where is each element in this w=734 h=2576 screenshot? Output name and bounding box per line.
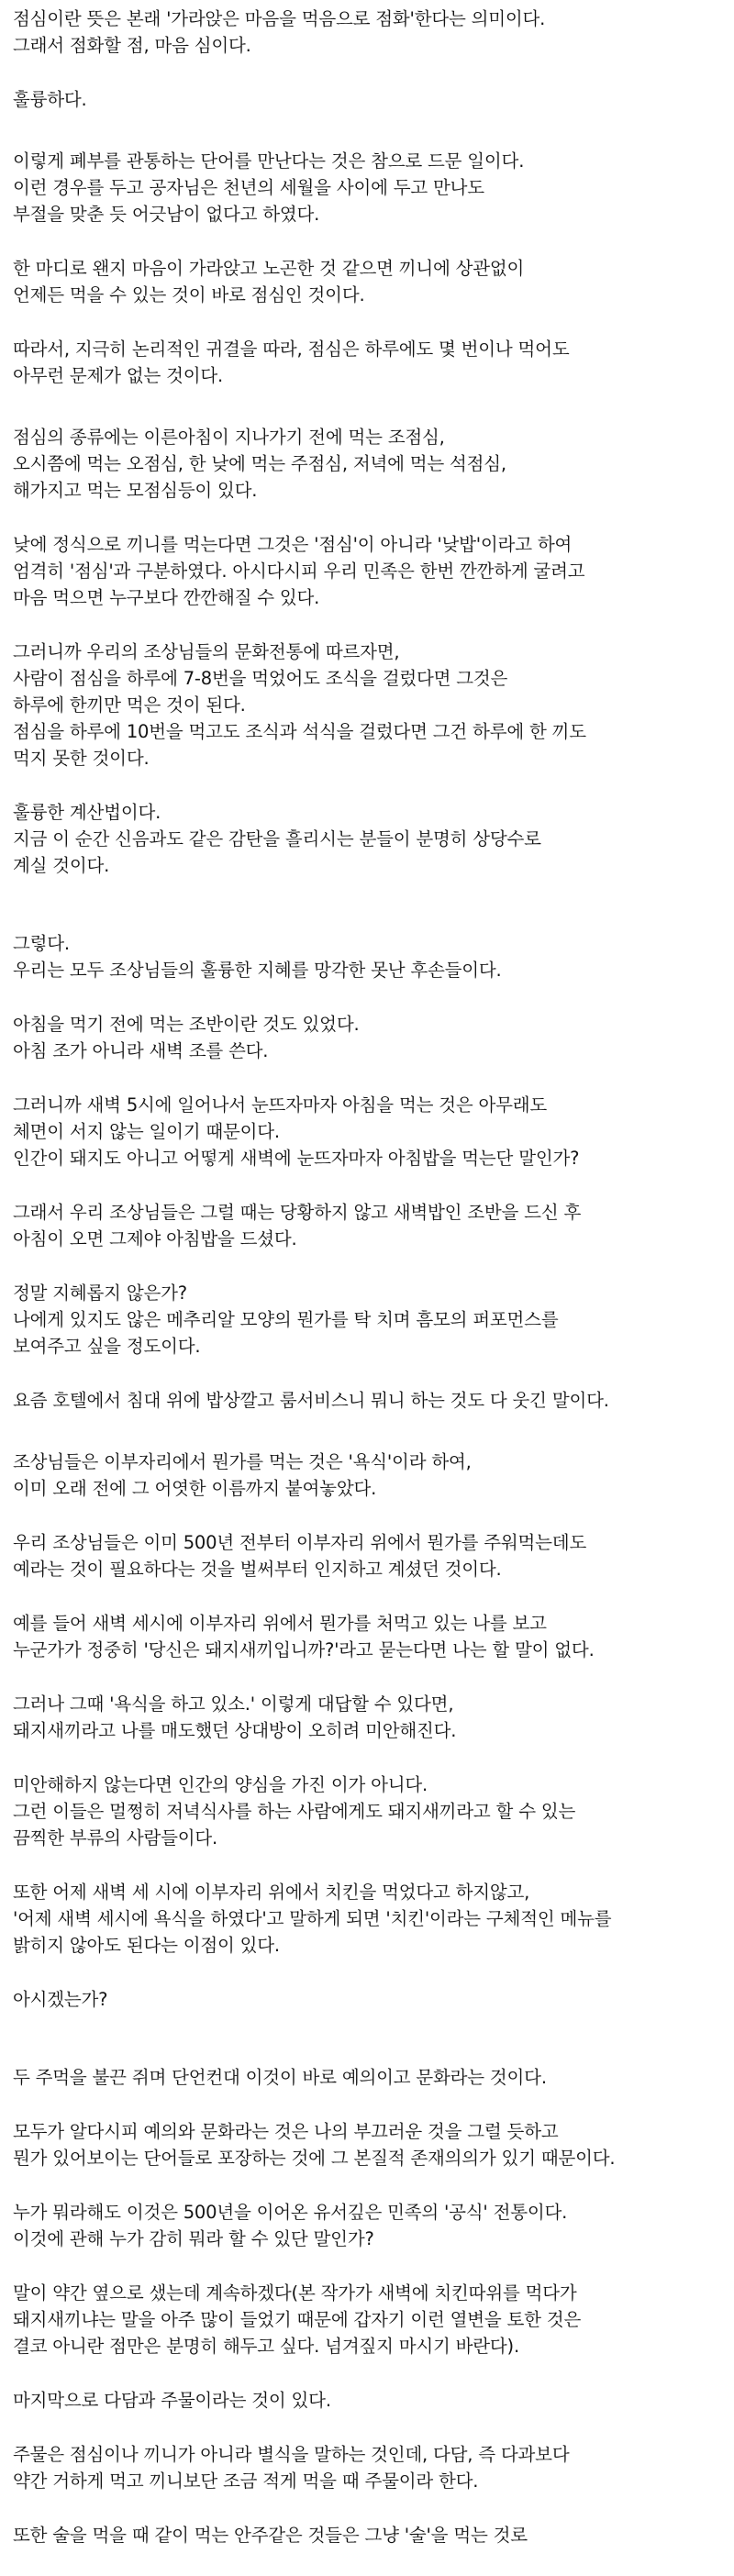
text-line: 점심을 하루에 10번을 먹고도 조식과 석식을 걸렀다면 그건 하루에 한 끼도 [13, 721, 586, 742]
text-line: 오시쯤에 먹는 오점심, 한 낮에 먹는 주점심, 저녁에 먹는 석점심, [13, 453, 506, 474]
text-line: 하루에 한끼만 먹은 것이 된다. [13, 694, 246, 716]
text-line: 그러니까 우리의 조상님들의 문화전통에 따르자면, [13, 641, 400, 662]
paragraph [13, 2118, 728, 2171]
text-line: 요즘 호텔에서 침대 위에 밥상깔고 룸서비스니 뭐니 하는 것도 다 웃긴 말이다. [13, 1390, 609, 1411]
paragraph [13, 2441, 728, 2494]
text-line: 밝히지 않아도 된다는 이점이 있다. [13, 1935, 280, 1956]
text-line: 결코 아니란 점만은 분명히 해두고 싶다. 넘겨짚지 마시기 바란다). [13, 2336, 519, 2357]
paragraph [13, 1449, 728, 1502]
text-line: 마음 먹으면 누구보다 깐깐해질 수 있다. [13, 587, 320, 608]
paragraph [13, 148, 728, 228]
text-line: 또한 술을 먹을 때 같이 먹는 안주같은 것들은 그냥 '술'을 먹는 것로 [13, 2525, 528, 2546]
text-line: 또한 어제 새벽 세 시에 이부자리 위에서 치킨을 먹었다고 하지않고, [13, 1882, 530, 1903]
text-line: 이것에 관해 누가 감히 뭐라 할 수 있단 말인가? [13, 2228, 374, 2249]
text-line: 낮에 정식으로 끼니를 먹는다면 그것은 '점심'이 아니라 '낮밥'이라고 하여 [13, 534, 573, 555]
text-line: 언제든 먹을 수 있는 것이 바로 점심인 것이다. [13, 284, 365, 305]
text-line: 따라서, 지극히 논리적인 귀결을 따라, 점심은 하루에도 몇 번이나 먹어도 [13, 339, 570, 360]
text-line: 해가지고 먹는 모점심등이 있다. [13, 480, 258, 501]
text-line: 이런 경우를 두고 공자님은 천년의 세월을 사이에 두고 만나도 [13, 177, 484, 198]
text-line: 누가 뭐라해도 이것은 500년을 이어온 유서깊은 민족의 '공식' 전통이다. [13, 2202, 568, 2223]
text-line: 두 주먹을 불끈 쥐며 단언컨대 이것이 바로 예의이고 문화라는 것이다. [13, 2067, 547, 2088]
text-line: 약간 거하게 먹고 끼니보단 조금 적게 먹을 때 주물이라 한다. [13, 2471, 479, 2492]
text-line: 아시겠는가? [13, 1989, 108, 2010]
text-line: 이미 오래 전에 그 어엿한 이름까지 붙여놓았다. [13, 1478, 377, 1499]
paragraph [13, 336, 728, 389]
paragraph [13, 2280, 728, 2359]
text-line: 미안해하지 않는다면 인간의 양심을 가진 이가 아니다. [13, 1774, 428, 1795]
text-line: 엄격히 '점심'과 구분하였다. 아시다시피 우리 민족은 한번 깐깐하게 굴려고 [13, 561, 585, 582]
text-line: 조상님들은 이부자리에서 뭔가를 먹는 것은 '욕식'이라 하여, [13, 1451, 472, 1472]
paragraph [13, 1879, 728, 1959]
text-line: 보여주고 싶을 정도이다. [13, 1336, 201, 1357]
text-line: 인간이 돼지도 아니고 어떻게 새벽에 눈뜨자마자 아침밥을 먹는단 말인가? [13, 1148, 580, 1169]
paragraph [13, 1529, 728, 1582]
paragraph [13, 799, 728, 879]
text-line: 누군가가 정중히 '당신은 돼지새끼입니까?'라고 묻는다면 나는 할 말이 없다. [13, 1639, 595, 1660]
paragraph [13, 1691, 728, 1744]
paragraph [13, 2522, 728, 2548]
text-line: 그래서 우리 조상님들은 그럴 때는 당황하지 않고 새벽밥인 조반을 드신 후 [13, 1202, 582, 1223]
paragraph [13, 930, 728, 983]
text-line: 그런 이들은 멀쩡히 저녁식사를 하는 사람에게도 돼지새끼라고 할 수 있는 [13, 1801, 576, 1822]
text-line: 돼지새끼라고 나를 매도했던 상대방이 오히려 미안해진다. [13, 1720, 457, 1741]
text-line: 그러니까 새벽 5시에 일어나서 눈뜨자마자 아침을 먹는 것은 아무래도 [13, 1094, 548, 1116]
paragraph [13, 2387, 728, 2414]
paragraph [13, 424, 728, 504]
paragraph [13, 1280, 728, 1360]
text-line: 정말 지혜롭지 않은가? [13, 1282, 187, 1304]
text-line: 아무런 문제가 없는 것이다. [13, 365, 224, 386]
text-line: 말이 약간 옆으로 샜는데 계속하겠다(본 작가가 새벽에 치킨따위를 먹다가 [13, 2282, 577, 2304]
paragraph [13, 86, 728, 113]
text-line: 그러나 그때 '욕식을 하고 있소.' 이렇게 대답할 수 있다면, [13, 1693, 454, 1715]
text-line: 훌륭한 계산법이다. [13, 802, 161, 823]
paragraph [13, 1610, 728, 1663]
paragraph [13, 6, 728, 59]
paragraph [13, 1986, 728, 2013]
text-line: 끔찍한 부류의 사람들이다. [13, 1827, 218, 1849]
paragraph [13, 1092, 728, 1171]
text-line: 사람이 점심을 하루에 7-8번을 먹었어도 조식을 걸렀다면 그것은 [13, 668, 508, 689]
paragraph [13, 1771, 728, 1851]
paragraph [13, 638, 728, 772]
document-body [13, 6, 728, 2576]
text-line: 뭔가 있어보이는 단어들로 포장하는 것에 그 본질적 존재의의가 있기 때문이다. [13, 2148, 616, 2169]
text-line: 주물은 점심이나 끼니가 아니라 별식을 말하는 것인데, 다담, 즉 다과보다 [13, 2444, 570, 2465]
text-line: 아침을 먹기 전에 먹는 조반이란 것도 있었다. [13, 1014, 360, 1035]
paragraph [13, 1199, 728, 1252]
text-line: 우리 조상님들은 이미 500년 전부터 이부자리 위에서 뭔가를 주워먹는데도 [13, 1532, 587, 1553]
text-line: '어제 새벽 세시에 욕식을 하였다'고 말하게 되면 '치킨'이라는 구체적인 메뉴를 [13, 1908, 612, 1929]
text-line: 돼지새끼냐는 말을 아주 많이 들었기 때문에 갑자기 이런 열변을 토한 것은 [13, 2309, 582, 2330]
paragraph [13, 2064, 728, 2091]
text-line: 나에게 있지도 않은 메추리알 모양의 뭔가를 탁 치며 흠모의 퍼포먼스를 [13, 1309, 559, 1330]
text-line: 아침 조가 아니라 새벽 조를 쓴다. [13, 1040, 269, 1061]
text-line: 체면이 서지 않는 일이기 때문이다. [13, 1121, 280, 1142]
paragraph [13, 1011, 728, 1064]
text-line: 그렇다. [13, 933, 70, 954]
text-line: 마지막으로 다담과 주물이라는 것이 있다. [13, 2390, 331, 2411]
text-line: 우리는 모두 조상님들의 훌륭한 지혜를 망각한 못난 후손들이다. [13, 960, 502, 981]
text-line: 점심의 종류에는 이른아침이 지나가기 전에 먹는 조점심, [13, 427, 445, 448]
paragraph [13, 2199, 728, 2252]
text-line: 이렇게 폐부를 관통하는 단어를 만난다는 것은 참으로 드문 일이다. [13, 150, 525, 172]
text-line: 예라는 것이 필요하다는 것을 벌써부터 인지하고 계셨던 것이다. [13, 1559, 502, 1580]
text-line: 지금 이 순간 신음과도 같은 감탄을 흘리시는 분들이 분명히 상당수로 [13, 828, 541, 849]
text-line: 아침이 오면 그제야 아침밥을 드셨다. [13, 1228, 297, 1249]
text-line: 계실 것이다. [13, 855, 110, 876]
paragraph [13, 531, 728, 611]
text-line: 점심이란 뜻은 본래 '가라앉은 마음을 먹음으로 점화'한다는 의미이다. [13, 8, 546, 29]
text-line: 한 마디로 왠지 마음이 가라앉고 노곤한 것 같으면 끼니에 상관없이 [13, 258, 525, 279]
paragraph [13, 1387, 728, 1414]
text-line: 부절을 맞춘 듯 어긋남이 없다고 하였다. [13, 204, 320, 225]
text-line: 모두가 알다시피 예의와 문화라는 것은 나의 부끄러운 것을 그럴 듯하고 [13, 2121, 559, 2142]
paragraph [13, 255, 728, 308]
text-line: 훌륭하다. [13, 89, 87, 110]
text-line: 예를 들어 새벽 세시에 이부자리 위에서 뭔가를 처먹고 있는 나를 보고 [13, 1613, 547, 1634]
text-line: 그래서 점화할 점, 마음 심이다. [13, 35, 251, 56]
text-line: 먹지 못한 것이다. [13, 748, 150, 769]
